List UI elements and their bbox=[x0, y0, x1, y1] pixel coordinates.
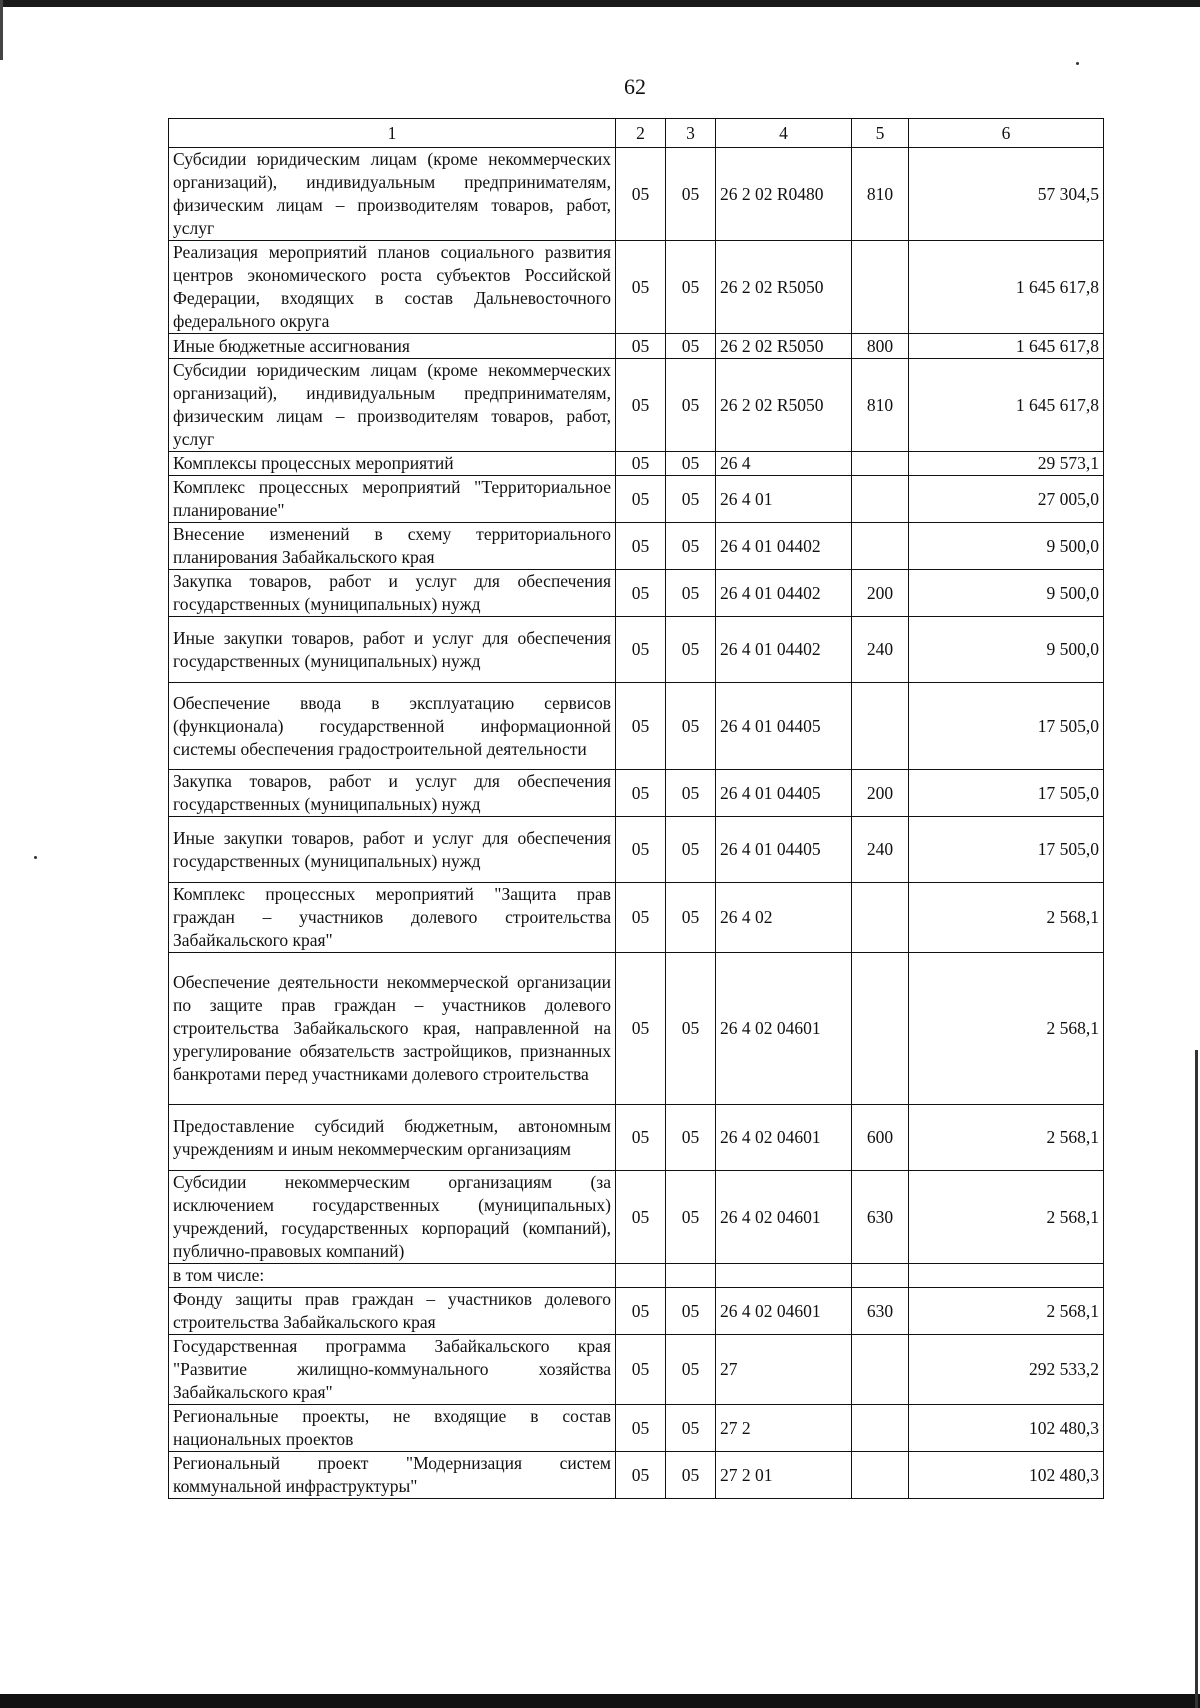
row-amount: 1 645 617,8 bbox=[909, 241, 1104, 334]
scan-border-right bbox=[1195, 1050, 1198, 1708]
table-header-row bbox=[169, 119, 1104, 148]
table-row bbox=[169, 359, 1104, 452]
row-subsection: 05 bbox=[666, 683, 716, 770]
row-name: Закупка товаров, работ и услуг для обеспечения государственных (муниципальных) нужд bbox=[169, 570, 616, 617]
row-expense-type: 630 bbox=[852, 1288, 909, 1335]
row-subsection: 05 bbox=[666, 1171, 716, 1264]
column-header: 1 bbox=[169, 119, 616, 148]
row-expense-type bbox=[852, 241, 909, 334]
row-subsection: 05 bbox=[666, 883, 716, 953]
table-row bbox=[169, 148, 1104, 241]
table-row bbox=[169, 570, 1104, 617]
row-amount: 1 645 617,8 bbox=[909, 359, 1104, 452]
table-row bbox=[169, 476, 1104, 523]
row-section: 05 bbox=[616, 1105, 666, 1171]
row-name: Государственная программа Забайкальского края "Развитие жилищно-коммунального хозяйства Забайкальского края" bbox=[169, 1335, 616, 1405]
table-row bbox=[169, 334, 1104, 359]
row-subsection: 05 bbox=[666, 1288, 716, 1335]
table-row bbox=[169, 1335, 1104, 1405]
row-target-code: 26 4 02 bbox=[716, 883, 852, 953]
row-section: 05 bbox=[616, 683, 666, 770]
scan-border-bottom bbox=[0, 1694, 1200, 1708]
row-target-code: 26 4 01 04402 bbox=[716, 617, 852, 683]
table-row bbox=[169, 1264, 1104, 1288]
row-subsection: 05 bbox=[666, 1335, 716, 1405]
row-expense-type bbox=[852, 683, 909, 770]
row-target-code: 26 2 02 R0480 bbox=[716, 148, 852, 241]
row-expense-type bbox=[852, 1405, 909, 1452]
row-amount: 17 505,0 bbox=[909, 770, 1104, 817]
row-expense-type bbox=[852, 1452, 909, 1499]
column-header: 6 bbox=[909, 119, 1104, 148]
table-row bbox=[169, 1405, 1104, 1452]
row-subsection: 05 bbox=[666, 359, 716, 452]
row-target-code: 26 2 02 R5050 bbox=[716, 359, 852, 452]
row-amount: 29 573,1 bbox=[909, 452, 1104, 476]
table-row bbox=[169, 617, 1104, 683]
table-row bbox=[169, 1105, 1104, 1171]
row-expense-type: 600 bbox=[852, 1105, 909, 1171]
row-section: 05 bbox=[616, 1335, 666, 1405]
row-section: 05 bbox=[616, 1405, 666, 1452]
table-row bbox=[169, 770, 1104, 817]
row-target-code: 26 4 01 04405 bbox=[716, 683, 852, 770]
row-target-code: 26 4 01 bbox=[716, 476, 852, 523]
row-name: Региональные проекты, не входящие в состав национальных проектов bbox=[169, 1405, 616, 1452]
row-target-code: 26 2 02 R5050 bbox=[716, 241, 852, 334]
scan-speck bbox=[34, 856, 37, 859]
row-expense-type bbox=[852, 1335, 909, 1405]
row-name: Субсидии некоммерческим организациям (за исключением государственных (муниципальных) учреждений, государственных корпораций (компаний), публично-правовых компаний) bbox=[169, 1171, 616, 1264]
row-section: 05 bbox=[616, 523, 666, 570]
row-expense-type: 800 bbox=[852, 334, 909, 359]
row-target-code: 26 4 02 04601 bbox=[716, 1105, 852, 1171]
row-section bbox=[616, 1264, 666, 1288]
row-subsection: 05 bbox=[666, 953, 716, 1105]
row-subsection: 05 bbox=[666, 617, 716, 683]
row-target-code: 27 bbox=[716, 1335, 852, 1405]
row-expense-type: 200 bbox=[852, 570, 909, 617]
row-section: 05 bbox=[616, 770, 666, 817]
row-amount: 9 500,0 bbox=[909, 617, 1104, 683]
row-expense-type: 240 bbox=[852, 817, 909, 883]
row-section: 05 bbox=[616, 334, 666, 359]
row-subsection bbox=[666, 1264, 716, 1288]
page-number: 62 bbox=[624, 74, 646, 99]
column-header: 3 bbox=[666, 119, 716, 148]
row-name: Субсидии юридическим лицам (кроме некоммерческих организаций), индивидуальным предпринимателям, физическим лицам – производителям товаров, работ, услуг bbox=[169, 148, 616, 241]
row-target-code: 27 2 bbox=[716, 1405, 852, 1452]
row-section: 05 bbox=[616, 817, 666, 883]
row-target-code bbox=[716, 1264, 852, 1288]
row-amount: 102 480,3 bbox=[909, 1405, 1104, 1452]
row-amount: 17 505,0 bbox=[909, 817, 1104, 883]
row-amount: 2 568,1 bbox=[909, 953, 1104, 1105]
row-amount bbox=[909, 1264, 1104, 1288]
row-amount: 17 505,0 bbox=[909, 683, 1104, 770]
row-amount: 9 500,0 bbox=[909, 570, 1104, 617]
row-target-code: 26 4 01 04402 bbox=[716, 523, 852, 570]
row-section: 05 bbox=[616, 241, 666, 334]
row-name: Реализация мероприятий планов социального развития центров экономического роста субъектов Российской Федерации, входящих в состав Дальневосточного федерального округа bbox=[169, 241, 616, 334]
row-subsection: 05 bbox=[666, 1452, 716, 1499]
row-expense-type: 200 bbox=[852, 770, 909, 817]
scan-border-left bbox=[0, 0, 3, 60]
table-row bbox=[169, 683, 1104, 770]
row-target-code: 26 4 01 04405 bbox=[716, 770, 852, 817]
row-section: 05 bbox=[616, 359, 666, 452]
table-row bbox=[169, 1171, 1104, 1264]
row-target-code: 26 4 02 04601 bbox=[716, 953, 852, 1105]
table-row bbox=[169, 523, 1104, 570]
table-row bbox=[169, 1452, 1104, 1499]
row-amount: 292 533,2 bbox=[909, 1335, 1104, 1405]
row-name: Комплекс процессных мероприятий "Территориальное планирование" bbox=[169, 476, 616, 523]
row-subsection: 05 bbox=[666, 148, 716, 241]
table-row bbox=[169, 883, 1104, 953]
row-expense-type bbox=[852, 452, 909, 476]
row-section: 05 bbox=[616, 1452, 666, 1499]
row-subsection: 05 bbox=[666, 817, 716, 883]
row-section: 05 bbox=[616, 476, 666, 523]
row-amount: 2 568,1 bbox=[909, 883, 1104, 953]
row-expense-type bbox=[852, 1264, 909, 1288]
scan-speck bbox=[1076, 62, 1079, 65]
row-target-code: 26 4 bbox=[716, 452, 852, 476]
table-row bbox=[169, 953, 1104, 1105]
row-target-code: 26 4 01 04402 bbox=[716, 570, 852, 617]
row-subsection: 05 bbox=[666, 241, 716, 334]
row-subsection: 05 bbox=[666, 452, 716, 476]
row-subsection: 05 bbox=[666, 770, 716, 817]
row-amount: 9 500,0 bbox=[909, 523, 1104, 570]
row-target-code: 26 2 02 R5050 bbox=[716, 334, 852, 359]
table-row bbox=[169, 817, 1104, 883]
row-amount: 27 005,0 bbox=[909, 476, 1104, 523]
row-amount: 2 568,1 bbox=[909, 1288, 1104, 1335]
row-name: Фонду защиты прав граждан – участников долевого строительства Забайкальского края bbox=[169, 1288, 616, 1335]
row-expense-type: 810 bbox=[852, 359, 909, 452]
row-amount: 2 568,1 bbox=[909, 1105, 1104, 1171]
row-amount: 1 645 617,8 bbox=[909, 334, 1104, 359]
row-expense-type: 240 bbox=[852, 617, 909, 683]
row-expense-type bbox=[852, 523, 909, 570]
row-section: 05 bbox=[616, 617, 666, 683]
budget-table bbox=[168, 118, 1104, 1499]
row-section: 05 bbox=[616, 570, 666, 617]
row-target-code: 26 4 02 04601 bbox=[716, 1288, 852, 1335]
row-name: Комплексы процессных мероприятий bbox=[169, 452, 616, 476]
row-section: 05 bbox=[616, 452, 666, 476]
row-section: 05 bbox=[616, 953, 666, 1105]
row-section: 05 bbox=[616, 148, 666, 241]
column-header: 5 bbox=[852, 119, 909, 148]
row-section: 05 bbox=[616, 883, 666, 953]
row-subsection: 05 bbox=[666, 570, 716, 617]
row-amount: 102 480,3 bbox=[909, 1452, 1104, 1499]
table-row bbox=[169, 452, 1104, 476]
row-expense-type: 630 bbox=[852, 1171, 909, 1264]
column-header: 2 bbox=[616, 119, 666, 148]
row-expense-type: 810 bbox=[852, 148, 909, 241]
row-name: Обеспечение деятельности некоммерческой организации по защите прав граждан – участников долевого строительства Забайкальского края, направленной на урегулирование обязательств застройщиков, признанных банкротами перед участниками долевого строительства bbox=[169, 953, 616, 1105]
row-subsection: 05 bbox=[666, 523, 716, 570]
table-row bbox=[169, 241, 1104, 334]
row-section: 05 bbox=[616, 1171, 666, 1264]
row-subsection: 05 bbox=[666, 1105, 716, 1171]
row-subsection: 05 bbox=[666, 1405, 716, 1452]
row-subsection: 05 bbox=[666, 476, 716, 523]
row-expense-type bbox=[852, 953, 909, 1105]
row-target-code: 27 2 01 bbox=[716, 1452, 852, 1499]
row-subsection: 05 bbox=[666, 334, 716, 359]
column-header: 4 bbox=[716, 119, 852, 148]
row-target-code: 26 4 02 04601 bbox=[716, 1171, 852, 1264]
row-name: Обеспечение ввода в эксплуатацию сервисов (функционала) государственной информационной системы обеспечения градостроительной деятельности bbox=[169, 683, 616, 770]
row-expense-type bbox=[852, 883, 909, 953]
row-amount: 57 304,5 bbox=[909, 148, 1104, 241]
row-name: Предоставление субсидий бюджетным, автономным учреждениям и иным некоммерческим организациям bbox=[169, 1105, 616, 1171]
row-name: Иные закупки товаров, работ и услуг для обеспечения государственных (муниципальных) нужд bbox=[169, 617, 616, 683]
row-name: Иные закупки товаров, работ и услуг для обеспечения государственных (муниципальных) нужд bbox=[169, 817, 616, 883]
row-target-code: 26 4 01 04405 bbox=[716, 817, 852, 883]
row-section: 05 bbox=[616, 1288, 666, 1335]
row-name: Закупка товаров, работ и услуг для обеспечения государственных (муниципальных) нужд bbox=[169, 770, 616, 817]
row-name: Внесение изменений в схему территориального планирования Забайкальского края bbox=[169, 523, 616, 570]
scan-border-top bbox=[0, 0, 1200, 7]
row-name: Субсидии юридическим лицам (кроме некоммерческих организаций), индивидуальным предпринимателям, физическим лицам – производителям товаров, работ, услуг bbox=[169, 359, 616, 452]
row-name: в том числе: bbox=[169, 1264, 616, 1288]
row-expense-type bbox=[852, 476, 909, 523]
row-name: Региональный проект "Модернизация систем коммунальной инфраструктуры" bbox=[169, 1452, 616, 1499]
row-name: Комплекс процессных мероприятий "Защита прав граждан – участников долевого строительства Забайкальского края" bbox=[169, 883, 616, 953]
row-amount: 2 568,1 bbox=[909, 1171, 1104, 1264]
table-row bbox=[169, 1288, 1104, 1335]
row-name: Иные бюджетные ассигнования bbox=[169, 334, 616, 359]
